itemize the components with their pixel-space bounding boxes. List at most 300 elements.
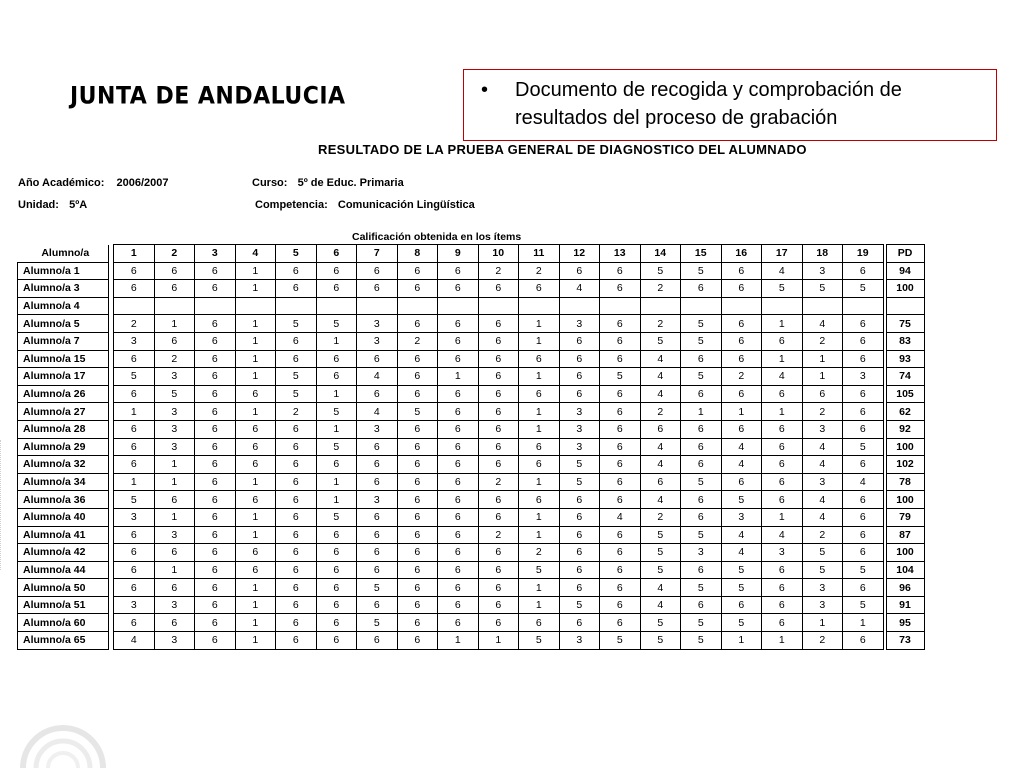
score-cell: 2 xyxy=(478,262,519,280)
score-cell: 6 xyxy=(438,614,479,632)
score-cell: 6 xyxy=(600,579,641,597)
score-cell: 1 xyxy=(519,332,560,350)
score-cell: 6 xyxy=(721,596,762,614)
score-cell: 6 xyxy=(843,491,884,509)
score-cell: 6 xyxy=(397,473,438,491)
score-cell: 5 xyxy=(640,262,681,280)
score-cell: 6 xyxy=(357,438,398,456)
score-cell: 4 xyxy=(640,579,681,597)
score-cell: 6 xyxy=(195,632,236,650)
score-cell: 2 xyxy=(519,262,560,280)
score-cell: 3 xyxy=(802,579,843,597)
score-cell: 6 xyxy=(438,473,479,491)
score-cell: 6 xyxy=(397,632,438,650)
item-header-10: 10 xyxy=(478,245,519,263)
score-cell: 1 xyxy=(762,315,803,333)
score-cell: 5 xyxy=(316,438,357,456)
student-name: Alumno/a 41 xyxy=(18,526,109,544)
score-cell xyxy=(397,297,438,315)
score-cell: 6 xyxy=(600,262,641,280)
score-cell: 6 xyxy=(762,596,803,614)
score-cell: 4 xyxy=(640,368,681,386)
score-cell: 2 xyxy=(640,315,681,333)
score-cell: 6 xyxy=(195,385,236,403)
student-name: Alumno/a 34 xyxy=(18,473,109,491)
score-cell: 5 xyxy=(681,473,722,491)
score-cell: 6 xyxy=(397,385,438,403)
score-cell xyxy=(802,297,843,315)
table-row xyxy=(18,491,925,509)
score-cell: 3 xyxy=(154,368,195,386)
callout-text: Documento de recogida y comprobación de resultados del proceso de grabación xyxy=(515,79,902,129)
score-cell: 6 xyxy=(195,262,236,280)
meta-unit xyxy=(18,199,87,211)
score-cell: 6 xyxy=(276,614,317,632)
score-cell: 6 xyxy=(843,420,884,438)
score-cell: 5 xyxy=(640,614,681,632)
score-cell: 4 xyxy=(721,438,762,456)
score-cell: 2 xyxy=(478,473,519,491)
score-cell: 6 xyxy=(316,526,357,544)
score-cell: 3 xyxy=(559,632,600,650)
score-cell: 6 xyxy=(721,420,762,438)
score-cell: 3 xyxy=(802,262,843,280)
score-cell: 6 xyxy=(114,262,155,280)
score-cell: 5 xyxy=(316,508,357,526)
score-cell: 4 xyxy=(640,596,681,614)
score-cell: 6 xyxy=(397,262,438,280)
score-cell: 5 xyxy=(681,315,722,333)
score-cell: 6 xyxy=(600,614,641,632)
score-cell: 3 xyxy=(357,420,398,438)
score-cell: 1 xyxy=(519,508,560,526)
score-cell: 1 xyxy=(519,315,560,333)
score-cell: 6 xyxy=(600,561,641,579)
score-cell: 1 xyxy=(154,561,195,579)
score-cell xyxy=(843,297,884,315)
score-cell: 5 xyxy=(843,280,884,298)
pd-cell: 95 xyxy=(886,614,924,632)
score-cell: 1 xyxy=(235,403,276,421)
score-cell: 6 xyxy=(397,438,438,456)
score-cell: 6 xyxy=(438,280,479,298)
score-cell: 6 xyxy=(276,280,317,298)
score-cell: 5 xyxy=(762,280,803,298)
score-cell: 6 xyxy=(357,350,398,368)
score-cell: 5 xyxy=(276,315,317,333)
item-header-8: 8 xyxy=(397,245,438,263)
score-cell: 4 xyxy=(721,526,762,544)
score-cell: 6 xyxy=(843,385,884,403)
score-cell: 6 xyxy=(843,403,884,421)
table-row xyxy=(18,508,925,526)
score-cell: 5 xyxy=(559,473,600,491)
score-cell: 1 xyxy=(235,526,276,544)
item-header-4: 4 xyxy=(235,245,276,263)
score-cell: 1 xyxy=(843,614,884,632)
score-cell: 6 xyxy=(438,262,479,280)
score-cell: 1 xyxy=(114,473,155,491)
score-cell: 6 xyxy=(195,332,236,350)
score-cell: 6 xyxy=(397,280,438,298)
item-header-16: 16 xyxy=(721,245,762,263)
table-row xyxy=(18,280,925,298)
score-cell: 6 xyxy=(114,526,155,544)
score-cell: 6 xyxy=(154,614,195,632)
student-name: Alumno/a 32 xyxy=(18,456,109,474)
student-name: Alumno/a 5 xyxy=(18,315,109,333)
score-cell: 6 xyxy=(559,614,600,632)
score-cell: 5 xyxy=(681,262,722,280)
score-cell: 6 xyxy=(559,350,600,368)
score-cell: 6 xyxy=(195,420,236,438)
score-cell: 6 xyxy=(276,438,317,456)
pd-cell: 74 xyxy=(886,368,924,386)
item-header-12: 12 xyxy=(559,245,600,263)
item-header-5: 5 xyxy=(276,245,317,263)
score-cell: 6 xyxy=(195,473,236,491)
score-cell: 6 xyxy=(559,561,600,579)
item-header-19: 19 xyxy=(843,245,884,263)
table-row xyxy=(18,614,925,632)
score-cell: 6 xyxy=(478,508,519,526)
score-cell xyxy=(721,297,762,315)
score-cell: 1 xyxy=(235,315,276,333)
score-cell: 6 xyxy=(397,561,438,579)
score-cell: 1 xyxy=(235,473,276,491)
score-cell: 1 xyxy=(802,614,843,632)
score-cell: 6 xyxy=(195,403,236,421)
table-row xyxy=(18,262,925,280)
pd-cell: 87 xyxy=(886,526,924,544)
item-header-7: 7 xyxy=(357,245,398,263)
score-cell: 5 xyxy=(357,579,398,597)
score-cell: 6 xyxy=(316,368,357,386)
score-cell: 6 xyxy=(681,596,722,614)
score-cell: 6 xyxy=(843,315,884,333)
score-cell xyxy=(478,297,519,315)
score-cell: 6 xyxy=(276,596,317,614)
score-cell: 6 xyxy=(762,579,803,597)
callout-bullet: • xyxy=(481,79,489,101)
pd-cell: 92 xyxy=(886,420,924,438)
score-cell: 3 xyxy=(559,438,600,456)
score-cell: 6 xyxy=(397,368,438,386)
score-cell: 3 xyxy=(559,403,600,421)
score-cell: 6 xyxy=(357,508,398,526)
score-cell: 6 xyxy=(843,350,884,368)
score-cell: 6 xyxy=(316,596,357,614)
pd-cell: 102 xyxy=(886,456,924,474)
score-cell: 6 xyxy=(762,561,803,579)
watermark-arcs-icon xyxy=(18,712,108,768)
score-cell: 6 xyxy=(114,420,155,438)
score-cell: 6 xyxy=(681,420,722,438)
score-cell: 6 xyxy=(721,385,762,403)
score-cell: 5 xyxy=(357,614,398,632)
score-cell: 4 xyxy=(640,385,681,403)
score-cell: 6 xyxy=(438,544,479,562)
score-cell: 6 xyxy=(843,526,884,544)
student-name: Alumno/a 29 xyxy=(18,438,109,456)
score-cell: 4 xyxy=(640,491,681,509)
student-name: Alumno/a 28 xyxy=(18,420,109,438)
score-cell: 1 xyxy=(235,280,276,298)
score-cell: 4 xyxy=(802,315,843,333)
score-cell: 4 xyxy=(762,526,803,544)
score-cell: 1 xyxy=(519,403,560,421)
score-cell: 6 xyxy=(316,544,357,562)
item-header-1: 1 xyxy=(114,245,155,263)
score-cell: 6 xyxy=(681,438,722,456)
pd-cell: 75 xyxy=(886,315,924,333)
score-cell: 3 xyxy=(802,596,843,614)
score-cell: 5 xyxy=(802,561,843,579)
score-cell: 6 xyxy=(316,456,357,474)
score-cell: 6 xyxy=(681,385,722,403)
score-cell: 6 xyxy=(843,544,884,562)
table-caption: Calificación obtenida en los ítems xyxy=(352,231,522,243)
score-cell: 6 xyxy=(559,508,600,526)
score-cell: 2 xyxy=(478,526,519,544)
score-cell: 5 xyxy=(721,614,762,632)
score-cell: 6 xyxy=(559,368,600,386)
score-cell: 6 xyxy=(438,491,479,509)
score-cell: 5 xyxy=(640,632,681,650)
pd-cell: 62 xyxy=(886,403,924,421)
score-cell: 6 xyxy=(721,473,762,491)
score-cell: 6 xyxy=(600,280,641,298)
score-cell: 6 xyxy=(640,420,681,438)
student-column-header: Alumno/a xyxy=(18,245,109,263)
score-cell: 6 xyxy=(519,438,560,456)
score-cell: 6 xyxy=(154,280,195,298)
score-cell: 6 xyxy=(154,544,195,562)
score-cell: 3 xyxy=(802,420,843,438)
score-cell: 6 xyxy=(478,579,519,597)
score-cell: 6 xyxy=(600,544,641,562)
score-cell xyxy=(681,297,722,315)
score-cell: 6 xyxy=(519,385,560,403)
score-cell: 6 xyxy=(195,544,236,562)
score-cell: 2 xyxy=(802,632,843,650)
table-row xyxy=(18,385,925,403)
score-cell: 6 xyxy=(276,456,317,474)
score-cell: 5 xyxy=(316,315,357,333)
score-cell: 1 xyxy=(438,368,479,386)
score-cell: 6 xyxy=(114,614,155,632)
score-cell: 6 xyxy=(276,508,317,526)
pd-cell: 93 xyxy=(886,350,924,368)
score-cell: 6 xyxy=(316,579,357,597)
score-cell: 1 xyxy=(721,403,762,421)
score-cell: 6 xyxy=(154,491,195,509)
score-cell: 6 xyxy=(681,280,722,298)
score-cell: 6 xyxy=(843,508,884,526)
table-row xyxy=(18,596,925,614)
score-cell: 6 xyxy=(397,579,438,597)
score-cell: 5 xyxy=(276,368,317,386)
junta-logo: JUNTA DE ANDALUCIA xyxy=(70,82,346,111)
score-cell: 6 xyxy=(762,438,803,456)
score-cell: 6 xyxy=(762,491,803,509)
score-cell: 1 xyxy=(316,420,357,438)
score-cell: 6 xyxy=(600,456,641,474)
score-cell: 2 xyxy=(640,280,681,298)
meta-year xyxy=(18,177,169,189)
item-header-9: 9 xyxy=(438,245,479,263)
score-cell: 1 xyxy=(438,632,479,650)
pd-column-header: PD xyxy=(886,245,924,263)
page-edge-mark xyxy=(0,440,5,570)
score-cell: 5 xyxy=(681,579,722,597)
score-cell: 6 xyxy=(438,561,479,579)
score-cell: 6 xyxy=(397,315,438,333)
score-cell: 6 xyxy=(276,332,317,350)
score-cell: 6 xyxy=(519,350,560,368)
score-cell: 6 xyxy=(195,579,236,597)
score-cell: 3 xyxy=(559,315,600,333)
score-cell: 5 xyxy=(559,456,600,474)
callout-box xyxy=(463,69,997,141)
score-cell: 6 xyxy=(276,561,317,579)
score-cell: 5 xyxy=(559,596,600,614)
score-cell xyxy=(600,297,641,315)
score-cell: 6 xyxy=(438,332,479,350)
score-cell: 1 xyxy=(154,315,195,333)
score-cell: 6 xyxy=(478,438,519,456)
score-cell: 6 xyxy=(276,544,317,562)
table-row xyxy=(18,561,925,579)
score-cell: 5 xyxy=(600,632,641,650)
score-cell: 6 xyxy=(357,280,398,298)
pd-cell: 100 xyxy=(886,491,924,509)
competence-label: Competencia: xyxy=(255,199,328,211)
score-cell: 6 xyxy=(559,262,600,280)
item-header-14: 14 xyxy=(640,245,681,263)
score-cell xyxy=(762,297,803,315)
score-cell: 1 xyxy=(235,579,276,597)
score-cell: 6 xyxy=(478,491,519,509)
score-cell: 6 xyxy=(114,438,155,456)
score-cell: 5 xyxy=(681,368,722,386)
score-cell: 1 xyxy=(519,368,560,386)
pd-cell: 100 xyxy=(886,280,924,298)
score-cell: 6 xyxy=(478,280,519,298)
score-cell: 5 xyxy=(640,561,681,579)
score-cell: 6 xyxy=(154,262,195,280)
score-cell: 2 xyxy=(721,368,762,386)
score-cell: 5 xyxy=(114,368,155,386)
score-cell: 1 xyxy=(762,350,803,368)
score-cell: 6 xyxy=(316,280,357,298)
score-cell: 6 xyxy=(600,385,641,403)
unit-value: 5ºA xyxy=(69,199,88,211)
meta-course xyxy=(252,177,404,189)
score-cell: 6 xyxy=(681,508,722,526)
score-cell: 1 xyxy=(235,614,276,632)
score-cell: 1 xyxy=(721,632,762,650)
score-cell: 6 xyxy=(357,262,398,280)
score-cell: 3 xyxy=(559,420,600,438)
score-cell: 6 xyxy=(235,491,276,509)
score-cell: 6 xyxy=(397,596,438,614)
report-title: RESULTADO DE LA PRUEBA GENERAL DE DIAGNOSTICO DEL ALUMNADO xyxy=(318,142,807,157)
score-cell: 6 xyxy=(478,614,519,632)
score-cell: 5 xyxy=(276,385,317,403)
score-cell: 6 xyxy=(276,632,317,650)
score-cell: 4 xyxy=(357,403,398,421)
score-cell: 1 xyxy=(519,579,560,597)
score-cell: 1 xyxy=(519,473,560,491)
pd-cell: 73 xyxy=(886,632,924,650)
score-cell: 1 xyxy=(235,332,276,350)
score-cell: 6 xyxy=(357,544,398,562)
score-cell: 5 xyxy=(802,544,843,562)
year-value: 2006/2007 xyxy=(116,177,169,189)
score-cell: 6 xyxy=(681,456,722,474)
score-cell: 6 xyxy=(559,332,600,350)
score-cell: 6 xyxy=(276,262,317,280)
meta-competence xyxy=(255,199,475,211)
score-cell: 4 xyxy=(721,544,762,562)
score-cell: 6 xyxy=(397,420,438,438)
score-cell: 6 xyxy=(195,315,236,333)
table-row xyxy=(18,332,925,350)
table-header-row xyxy=(18,245,925,263)
score-cell: 3 xyxy=(114,508,155,526)
competence-value: Comunicación Lingüística xyxy=(337,199,475,211)
score-cell: 6 xyxy=(114,280,155,298)
score-cell: 6 xyxy=(114,544,155,562)
score-cell: 6 xyxy=(235,385,276,403)
score-cell: 6 xyxy=(519,456,560,474)
score-cell: 6 xyxy=(843,332,884,350)
score-cell: 5 xyxy=(802,280,843,298)
score-cell: 1 xyxy=(802,350,843,368)
score-cell: 6 xyxy=(195,491,236,509)
score-cell: 4 xyxy=(640,350,681,368)
score-cell: 6 xyxy=(478,385,519,403)
score-cell: 4 xyxy=(802,456,843,474)
score-cell: 2 xyxy=(154,350,195,368)
score-cell: 1 xyxy=(478,632,519,650)
student-name: Alumno/a 4 xyxy=(18,297,109,315)
pd-cell xyxy=(886,297,924,315)
score-cell: 1 xyxy=(519,420,560,438)
score-cell: 1 xyxy=(802,368,843,386)
score-cell: 6 xyxy=(357,632,398,650)
score-cell: 6 xyxy=(762,385,803,403)
score-cell: 1 xyxy=(519,526,560,544)
score-cell: 6 xyxy=(843,262,884,280)
score-cell: 6 xyxy=(600,596,641,614)
score-cell: 5 xyxy=(843,596,884,614)
score-cell: 6 xyxy=(357,456,398,474)
score-cell: 1 xyxy=(762,632,803,650)
score-cell: 6 xyxy=(721,262,762,280)
score-cell: 5 xyxy=(843,438,884,456)
student-name: Alumno/a 15 xyxy=(18,350,109,368)
score-cell: 6 xyxy=(114,385,155,403)
pd-cell: 100 xyxy=(886,438,924,456)
score-cell: 5 xyxy=(843,561,884,579)
score-cell: 6 xyxy=(438,315,479,333)
score-cell: 2 xyxy=(802,403,843,421)
score-cell: 6 xyxy=(195,614,236,632)
score-cell: 6 xyxy=(478,368,519,386)
pd-cell: 104 xyxy=(886,561,924,579)
